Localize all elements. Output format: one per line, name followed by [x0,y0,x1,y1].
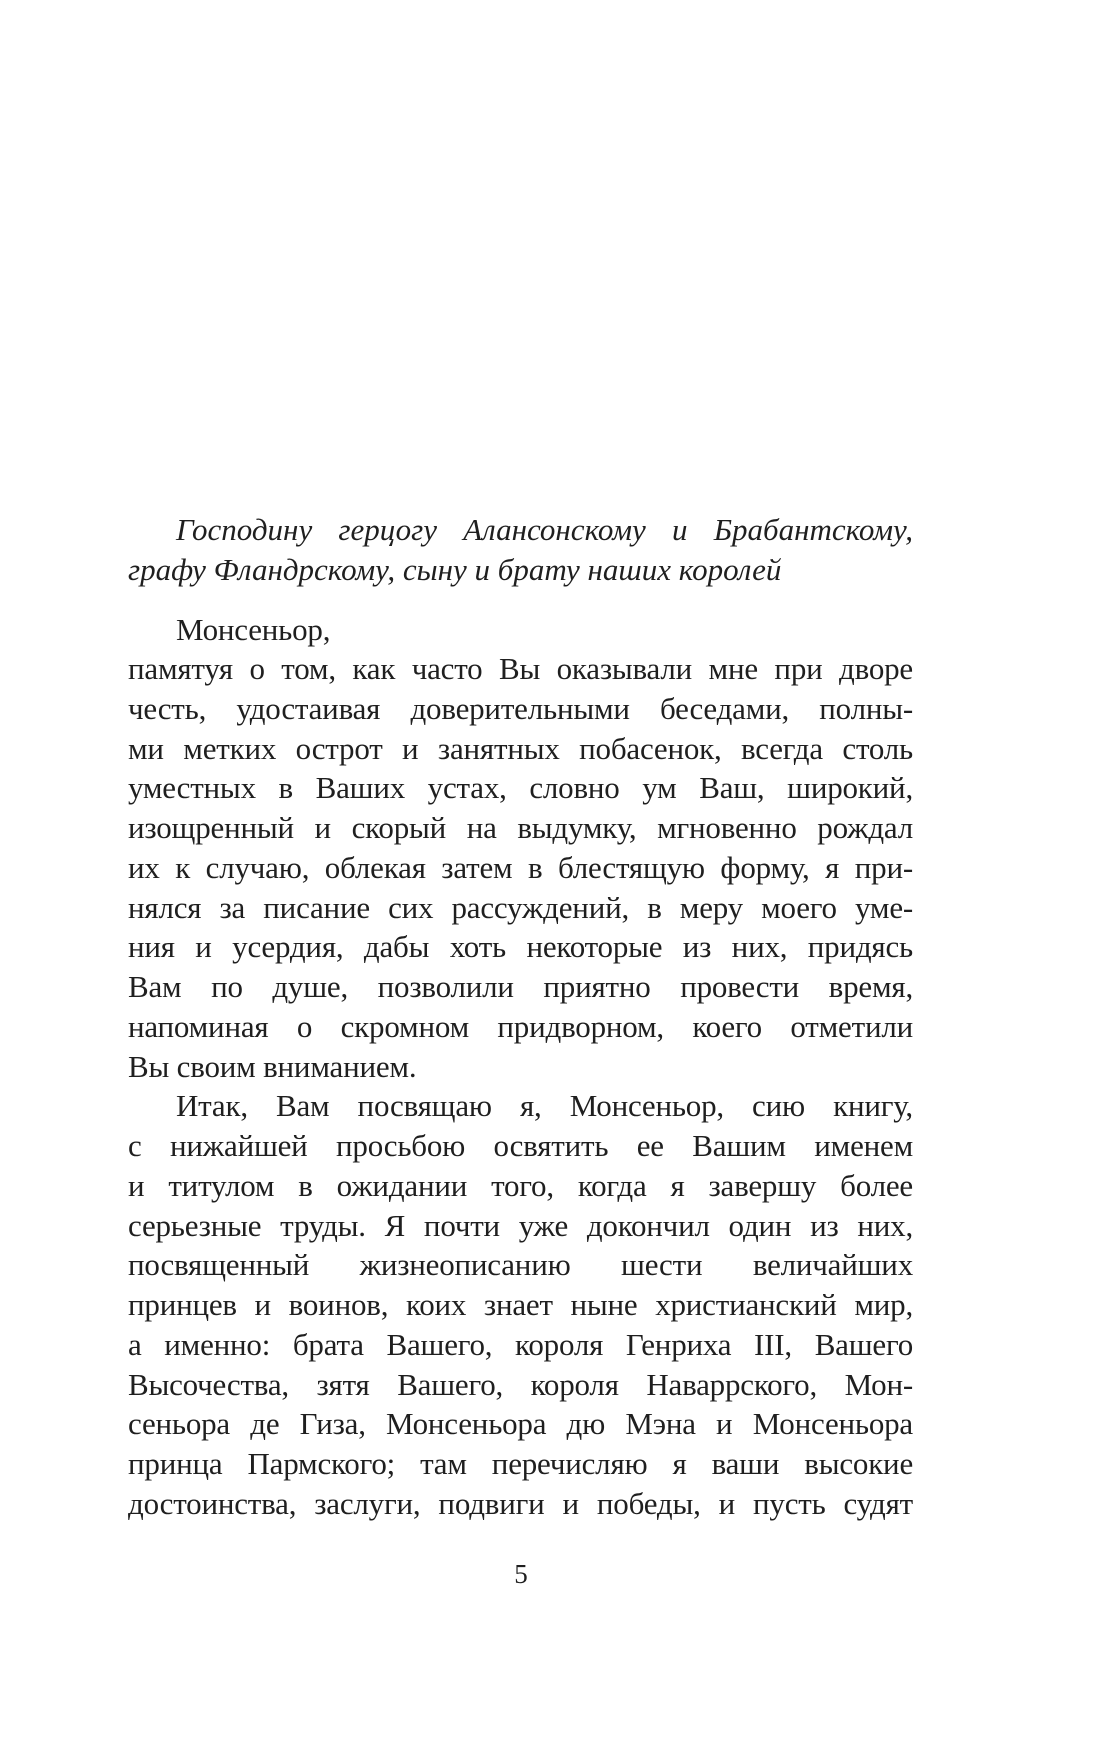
body-line: памятуя о том, как часто Вы оказывали мне при дворе [128,651,913,686]
body-line: уместных в Ваших устах, словно ум Ваш, широкий, [128,770,913,806]
dedication-line-2: графу Фландрскому, сыну и брату наших королей [128,552,782,587]
page-number: 5 [514,1559,528,1589]
body-line: ния и усердия, дабы хоть некоторые из них, придясь [128,929,913,965]
salutation: Монсеньор, [176,612,331,647]
body-line: Итак, Вам посвящаю я, Монсеньор, сию книгу, [176,1088,913,1124]
body-line: принцев и воинов, коих знает ныне христианский мир, [128,1287,913,1322]
body-line: напоминая о скромном придворном, коего отметили [128,1008,913,1044]
body-line: изощренный и скорый на выдумку, мгновенно рождал [128,810,913,845]
body-line: Вы своим вниманием. [128,1048,417,1084]
body-line: Вам по душе, позволили приятно провести время, [128,969,913,1004]
body-line: ми метких острот и занятных побасенок, всегда столь [128,730,913,766]
body-line: сеньора де Гиза, Монсеньора дю Мэна и Монсеньора [128,1406,913,1442]
body-line: нялся за писание сих рассуждений, в меру моего уме- [128,889,913,925]
body-line: достоинства, заслуги, подвиги и победы, и пусть судят [128,1485,913,1521]
body-line: а именно: брата Вашего, короля Генриха III, Вашего [128,1326,913,1362]
body-line: и титулом в ожидании того, когда я завершу более [128,1167,913,1203]
dedication-line-1: Господину герцогу Алансонскому и Брабантскому, [176,512,913,547]
body-line: серьезные труды. Я почти уже докончил один из них, [128,1207,913,1243]
body-line: их к случаю, облекая затем в блестящую форму, я при- [128,849,913,885]
body-line: честь, удостаивая доверительными беседами, полны- [128,690,913,726]
body-line: с нижайшей просьбою освятить ее Вашим именем [128,1128,913,1163]
body-line: принца Пармского; там перечисляю я ваши высокие [128,1446,913,1481]
body-line: посвященный жизнеописанию шести величайших [128,1247,913,1283]
body-line: Высочества, зятя Вашего, короля Наваррского, Мон- [128,1366,913,1402]
